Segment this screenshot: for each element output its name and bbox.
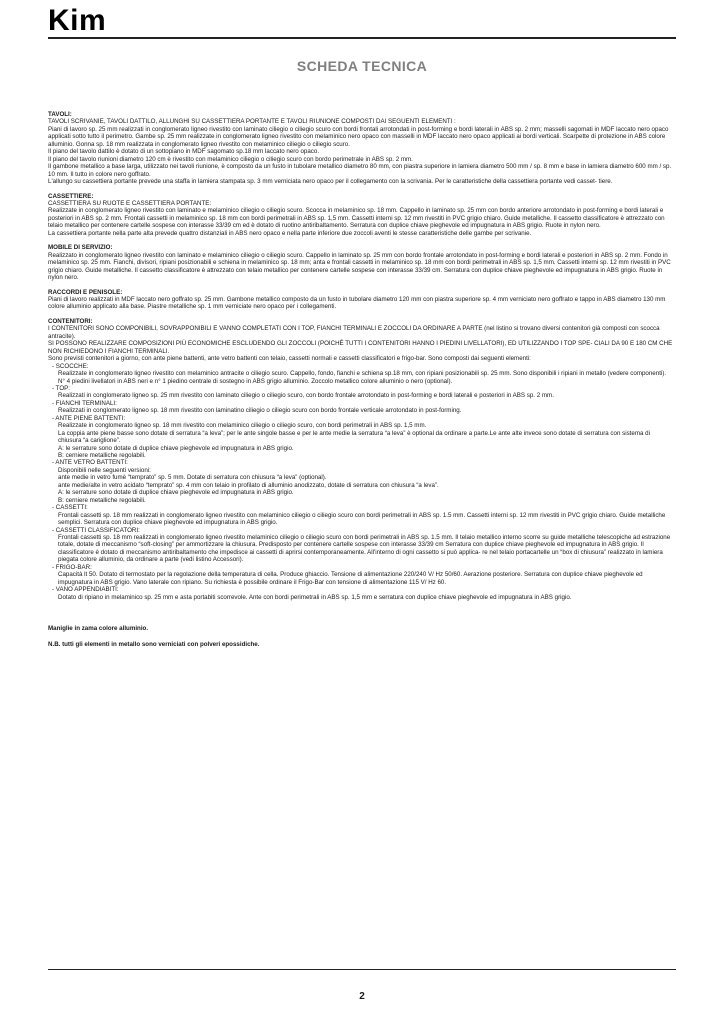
paragraph-line: SI POSSONO REALIZZARE COMPOSIZIONI PIÙ ECONOMICHE ESCLUDENDO GLI ZOCCOLI (POICHÉ TUTTI I CONTENITORI HANNO I PIEDINI LIVELLATORI), ED UTILIZZANDO I TOP SPE- CIALI DA 90 E 180 CM CHE NON RICHIEDONO I FIANCHI TERMINALI. bbox=[48, 340, 673, 355]
paragraph-line: Realizzato in conglomerato ligneo rivestito con laminato e melaminico ciliegio o ciliegio scuro. Cappello in laminato sp. 25 mm con bordo frontale arrotondato in post-forming e bordi laterali e posteriori in ABS sp. 2 mm. Fondo in melaminico sp. 25 mm. Fianchi, divisori, ripiani posizionabili e schiena in melaminico sp. 18 mm; anta e frontali cassetti in melaminico sp. 18 mm con bordi perimetrali in ABS sp. 1,5 mm. Cassetti interni sp. 12 mm rivestiti in PVC grigio chiaro. Guide metalliche. Il cassetto classificatore è attrezzato con telaio metallico per contenere cartelle sospese con interasse 33/39 cm. Serratura con duplice chiave pieghevole ed impugnatura in ABS grigio. Ruote in nylon nero. bbox=[48, 251, 671, 282]
paragraph-line: La cassettiera portante nella parte alta prevede quattro distanziali in ABS nero opaco e nella parte inferiore due zoccoli aventi le stesse caratteristiche delle gambe per scrivanie. bbox=[48, 229, 532, 237]
paragraph-line: - TOP: bbox=[52, 384, 70, 392]
footnote: N.B. tutti gli elementi in metallo sono verniciati con polveri epossidiche. bbox=[48, 640, 260, 648]
page-title: SCHEDA TECNICA bbox=[296, 58, 428, 74]
paragraph-line: Il piano del tavolo riunioni diametro 120 cm è rivestito con melaminico ciliegio o ciliegio scuro con bordo perimetrale in ABS sp. 2 mm. bbox=[48, 155, 413, 163]
paragraph-line: Piani di lavoro realizzati in MDF laccato nero goffrato sp. 25 mm. Gambone metallico composto da un fusto in tubolare diametro 120 mm con piastra superiore sp. 4 mm verniciato nero goffrato e tappo in ABS diametro 130 mm colore alluminio applicato alla base. Piastre metalliche sp. 1 mm verniciate nero opaco per i collegamenti. bbox=[48, 295, 666, 311]
section-heading: TAVOLI: bbox=[48, 111, 72, 118]
paragraph-line: ante medie in vetro fumè “temprato” sp. 5 mm. Dotate di serratura con chiusura “a leva” (optional). bbox=[58, 474, 327, 482]
paragraph-line: - SCOCCHE: bbox=[52, 362, 89, 370]
paragraph-line: TAVOLI SCRIVANIE, TAVOLI DATTILO, ALLUNGHI SU CASSETTIERA PORTANTE E TAVOLI RIUNIONE COMPOSTI DAI SEGUENTI ELEMENTI : bbox=[48, 118, 456, 126]
paragraph-line: A: le serrature sono dotate di duplice chiave pieghevole ed impugnatura in ABS grigio. bbox=[58, 444, 294, 452]
paragraph-line: Il piano del tavolo dattilo è dotato di un sottopiano in MDF sagomato sp.18 mm laccato nero opaco. bbox=[48, 148, 320, 156]
paragraph-line: Realizzati in conglomerato ligneo sp. 18 mm rivestito con laminatino ciliegio o ciliegio scuro con bordo frontale verticale arrotondato in post-forming. bbox=[58, 407, 462, 415]
paragraph-line: Realizzate in conglomerato ligneo sp. 18 mm rivestito con melaminico ciliegio o ciliegio scuro, con bordi perimetrali in ABS sp. 1,5 mm. bbox=[58, 422, 427, 430]
document-body bbox=[48, 111, 674, 648]
paragraph-line: Realizzate in conglomerato ligneo rivestito con melaminico antracite o ciliegio scuro. Cappello, fondo, fianchi e schiena sp.18 mm, con ripiani posizionabili sp. 25 mm. Sono disponibili i ripiani in metallo (vedere componenti). N° 4 piedini livellatori in ABS neri e n° 1 piedino centrale di sostegno in ABS grigio alluminio. Zoccolo metallico colore alluminio o nero (optional). bbox=[58, 370, 667, 385]
paragraph-line: - ANTE VETRO BATTENTI: bbox=[52, 459, 128, 467]
paragraph-line: Frontali cassetti sp. 18 mm realizzati in conglomerato ligneo rivestito melaminico ciliegio o ciliegio scuro con bordi perimetrali in ABS sp. 1.5 mm. Il telaio metallico interno scorre su guide metalliche telescopiche ad estrazione totale, dotate di meccanismo “soft-closing” per ammortizzare la chiusura. Predisposto per contenere cartelle sospese con interasse 33/39 cm Serratura con duplice chiave pieghevole ed impugnatura in ABS grigio. Il classificatore è dotato di meccanismo antiribaltamento che impedisce ai cassetti di aprirsi contemporaneamente. All'interno di ogni cassetto si può applica- re nel telaio portacartelle un “box di chiusura” realizzato in lamiera piegata colore alluminio, da ordinare a parte (vedi listino Accessori). bbox=[58, 534, 671, 564]
paragraph-line: - ANTE PIENE BATTENTI: bbox=[52, 414, 126, 422]
paragraph-line: I CONTENITORI SONO COMPONIBILI, SOVRAPPONIBILI E VANNO COMPLETATI CON I TOP, FIANCHI TERMINALI E ZOCCOLI DA ORDINARE A PARTE (nel listino si trovano diversi contenitori già composti con scocca antracite). bbox=[48, 325, 660, 340]
paragraph-line: B: cerniere metalliche regolabili. bbox=[58, 452, 146, 460]
paragraph-line: Capacità lt 50. Dotato di termostato per la regolazione della temperatura di cella. Produce ghiaccio. Tensione di alimentazione 220/240 V/ Hz 50/60. Aerazione posteriore. Serratura con duplice chiave pieghevole ed impugnatura in ABS grigio. Vano laterale con ripiano. Su richiesta è possibile ordinare il Frigo-Bar con tensione di alimentazione 115 V/ Hz 60. bbox=[58, 571, 643, 586]
section bbox=[48, 244, 674, 281]
paragraph-line: CASSETTIERA SU RUOTE E CASSETTIERA PORTANTE: bbox=[48, 199, 212, 207]
paragraph-line: - FRIGO-BAR: bbox=[52, 563, 92, 571]
brand-logo: Kim bbox=[48, 4, 107, 37]
paragraph-line: Il gambone metallico a base larga, utilizzato nei tavoli riunione, è composto da un fusto in tubolare metallico diametro 80 mm, con piastra superiore in lamiera diametro 500 mm / sp. 8 mm e base in lamiera diametro 600 mm / sp. 10 mm. Il tutto in colore nero goffrato. bbox=[48, 163, 672, 178]
section bbox=[48, 289, 674, 311]
header-divider bbox=[48, 37, 676, 39]
section bbox=[48, 318, 674, 601]
paragraph-line: - FIANCHI TERMINALI: bbox=[52, 399, 117, 407]
paragraph-line: Disponibili nelle seguenti versioni: bbox=[58, 466, 151, 474]
paragraph-line: - VANO APPENDIABITI: bbox=[52, 586, 119, 594]
paragraph-line: L'allungo su cassettiera portante prevede una staffa in lamiera stampata sp. 3 mm verniciata nero opaco per il collegamento con la scrivania. Per le caratteristiche della cassettiera portante vedi casset- tiere. bbox=[48, 178, 613, 186]
footer-divider bbox=[48, 969, 676, 970]
section-heading: MOBILE DI SERVIZIO: bbox=[48, 244, 113, 252]
paragraph-line: Dotato di ripiano in melaminico sp. 25 mm e asta portabiti scorrevole. Ante con bordi perimetrali in ABS sp. 1,5 mm e serratura con duplice chiave pieghevole ed impugnatura in ABS grigio. bbox=[58, 593, 572, 601]
page-number: 2 bbox=[359, 991, 365, 1002]
section bbox=[48, 193, 674, 238]
paragraph-line: - CASSETTI: bbox=[52, 504, 88, 512]
paragraph-line: Piani di lavoro sp. 25 mm realizzati in conglomerato ligneo rivestito con laminato ciliegio o ciliegio scuro con bordi frontali arrotondati in post-forming e bordi laterali in ABS sp. 2 mm; masselli sagomati in MDF laccato nero opaco applicati sotto tutto il perimetro. Gambe sp. 25 mm realizzate in conglomerato ligneo rivestito con melaminico nero opaco con masselli in MDF laccato nero opaco applicati ai bordi verticali. Scarpette di protezione in ABS colore alluminio. Gonna sp. 18 mm realizzata in conglomerato ligneo rivestito con melaminico ciliegio o ciliegio scuro. bbox=[48, 125, 669, 148]
section-heading: CASSETTIERE: bbox=[48, 192, 94, 200]
paragraph-line: - CASSETTI CLASSIFICATORI: bbox=[52, 526, 140, 534]
section-heading: CONTENITORI: bbox=[48, 317, 93, 325]
paragraph-line: Sono previsti contenitori a giorno, con ante piene battenti, ante vetro battenti con telaio, cassetti normali e cassetti classificatori e frigo-bar. Sono composti dai seguenti elementi: bbox=[48, 355, 531, 363]
footnote: Maniglie in zama colore alluminio. bbox=[48, 625, 149, 633]
section bbox=[48, 111, 674, 186]
paragraph-line: Realizzati in conglomerato ligneo sp. 25 mm rivestito con laminato ciliegio o ciliegio scuro, con bordo frontale arrotondato in post-forming e bordi laterali e posteriori in ABS sp. 2 mm. bbox=[58, 392, 554, 400]
paragraph-line: ante medie/alte in vetro acidato “temprato” sp. 4 mm con telaio in profilato di alluminio anodizzato, dotate di serratura con chiusura “a leva”. bbox=[58, 481, 439, 489]
section-heading: RACCORDI E PENISOLE: bbox=[48, 288, 123, 296]
paragraph-line: Realizzate in conglomerato ligneo rivestito con laminato e melaminico ciliegio o ciliegio scuro. Scocca in melaminico sp. 18 mm. Cappello in laminato sp. 25 mm con bordo anteriore arrotondato in post-forming e bordi laterali e posteriori in ABS sp. 2 mm. Frontali cassetti in melaminico sp. 18 mm con bordi perimetrali in ABS sp. 1,5 mm. Cassetti interni sp. 12 mm rivestiti in PVC grigio chiaro. Guide metalliche. Il cassetto classificatore è attrezzato con telaio metallico per contenere cartelle sospese con interasse 33/39 cm ed è dotato di ruotino antiribaltamento. Serratura con duplice chiave pieghevole ed impugnatura in ABS grigio. Ruote in nylon nero. bbox=[48, 207, 665, 230]
paragraph-line: Frontali cassetti sp. 18 mm realizzati in conglomerato ligneo rivestito con melaminico ciliegio o ciliegio scuro con bordi perimetrali in ABS sp. 1.5 mm. Cassetti interni sp. 12 mm rivestiti in PVC grigio chiaro. Guide metalliche semplici. Serratura con duplice chiave pieghevole ed impugnatura in ABS grigio. bbox=[58, 511, 666, 527]
paragraph-line: B: cerniere metalliche regolabili. bbox=[58, 496, 146, 504]
paragraph-line: A: le serrature sono dotate di duplice chiave pieghevole ed impugnatura in ABS grigio. bbox=[58, 489, 294, 497]
paragraph-line: La coppia ante piene basse sono dotate di serratura “a leva”; per le ante singole basse e per le ante medie la serratura “a leva” è optional da ordinare a parte.Le ante alte invece sono dotate di serratura con sistema di chiusura “a cariglione”. bbox=[58, 429, 650, 445]
